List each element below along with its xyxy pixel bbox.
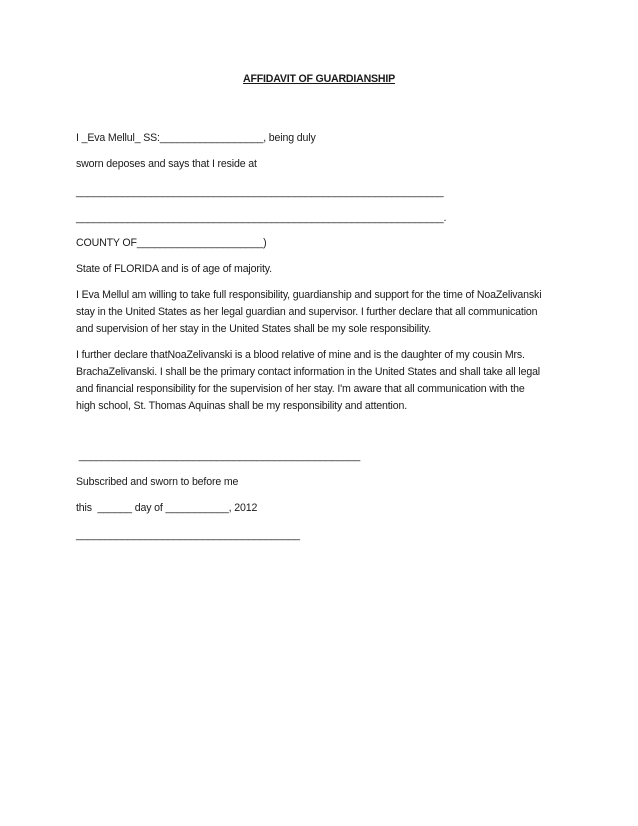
residence-statement-line: sworn deposes and says that I reside at — [76, 158, 257, 170]
document-title — [0, 73, 638, 85]
document-title-text: AFFIDAVIT OF GUARDIANSHIP — [243, 73, 395, 85]
paragraph-1-line-2: stay in the United States as her legal guardian and supervisor. I further declare that all communication — [76, 306, 538, 318]
notary-signature-line: _______________________________________ — [76, 529, 300, 541]
paragraph-1-line-3: and supervision of her stay in the United States shall be my sole responsibility. — [76, 323, 432, 335]
state-line: State of FLORIDA and is of age of majority. — [76, 263, 272, 275]
paragraph-2-line-1: I further declare thatNoaZelivanski is a blood relative of mine and is the daughter of my cousin Mrs. — [76, 349, 525, 361]
paragraph-2-line-2: BrachaZelivanski. I shall be the primary contact information in the United States and shall take all legal — [76, 366, 541, 378]
date-line: this ______ day of ___________, 2012 — [76, 502, 258, 514]
signature-line: _________________________________________________ — [76, 450, 361, 462]
subscribed-line: Subscribed and sworn to before me — [76, 476, 239, 488]
affiant-name-line: I _Eva Mellul_ SS:__________________, being duly — [76, 132, 316, 144]
address-blank-line-1: ________________________________________________________________ — [76, 186, 444, 198]
paragraph-2-line-3: and financial responsibility for the supervision of her stay. I'm aware that all communication with the — [76, 383, 525, 395]
address-blank-line-2: ________________________________________________________________. — [76, 212, 447, 224]
county-line: COUNTY OF______________________) — [76, 237, 267, 249]
paragraph-1-line-1: I Eva Mellul am willing to take full responsibility, guardianship and support for the time of NoaZelivanski — [76, 289, 542, 301]
paragraph-2-line-4: high school, St. Thomas Aquinas shall be my responsibility and attention. — [76, 400, 407, 412]
